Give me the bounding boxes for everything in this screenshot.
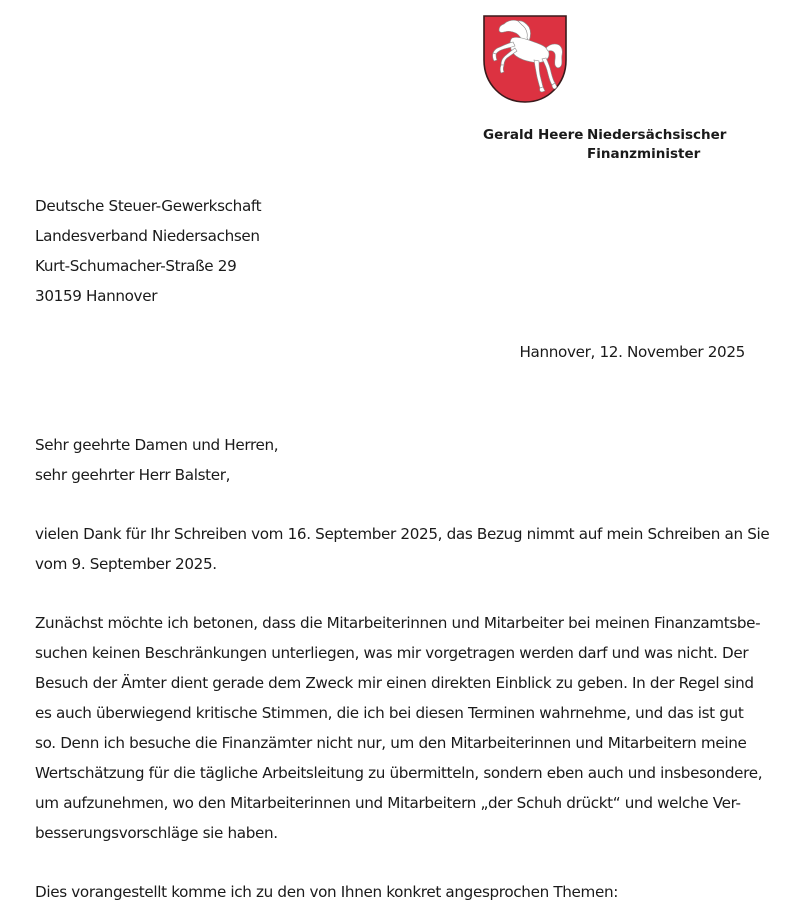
salutation-line: sehr geehrter Herr Balster, bbox=[35, 466, 231, 484]
crest-svg bbox=[482, 14, 568, 104]
paragraph-line: vielen Dank für Ihr Schreiben vom 16. September 2025, das Bezug nimmt auf mein Schreiben an Sie bbox=[35, 525, 770, 543]
sender-title bbox=[587, 126, 726, 164]
paragraph-line: vom 9. September 2025. bbox=[35, 555, 217, 573]
sender-title-line: Finanzminister bbox=[587, 146, 701, 162]
salutation bbox=[35, 430, 278, 490]
paragraph-line: suchen keinen Beschränkungen unterliegen, was mir vorgetragen werden darf und was nicht. Der bbox=[35, 644, 749, 662]
letter-date: Hannover, 12. November 2025 bbox=[519, 343, 745, 361]
paragraph-line: so. Denn ich besuche die Finanzämter nicht nur, um den Mitarbeiterinnen und Mitarbeitern meine bbox=[35, 734, 747, 752]
recipient-street: Kurt-Schumacher-Straße 29 bbox=[35, 257, 237, 275]
recipient-department: Landesverband Niedersachsen bbox=[35, 227, 260, 245]
body-paragraph-2 bbox=[35, 608, 762, 848]
paragraph-line: um aufzunehmen, wo den Mitarbeiterinnen und Mitarbeitern „der Schuh drückt“ und welche Ver- bbox=[35, 794, 741, 812]
recipient-address bbox=[35, 191, 261, 311]
paragraph-line: besserungsvorschläge sie haben. bbox=[35, 824, 278, 842]
paragraph-line: Dies vorangestellt komme ich zu den von Ihnen konkret angesprochen Themen: bbox=[35, 883, 619, 901]
body-paragraph-1 bbox=[35, 519, 769, 579]
paragraph-line: Zunächst möchte ich betonen, dass die Mitarbeiterinnen und Mitarbeiter bei meinen Finanzamtsbe- bbox=[35, 614, 761, 632]
body-paragraph-3 bbox=[35, 877, 618, 907]
paragraph-line: Wertschätzung für die tägliche Arbeitsleitung zu übermitteln, sondern eben auch und insbesondere, bbox=[35, 764, 763, 782]
recipient-city: 30159 Hannover bbox=[35, 287, 158, 305]
sender-name: Gerald Heere bbox=[483, 127, 584, 143]
paragraph-line: Besuch der Ämter dient gerade dem Zweck mir einen direkten Einblick zu geben. In der Regel sind bbox=[35, 674, 754, 692]
recipient-organization: Deutsche Steuer-Gewerkschaft bbox=[35, 197, 262, 215]
paragraph-line: es auch überwiegend kritische Stimmen, die ich bei diesen Terminen wahrnehme, und das ist gut bbox=[35, 704, 744, 722]
lower-saxony-crest-icon bbox=[482, 14, 568, 104]
sender-title-line: Niedersächsischer bbox=[587, 127, 727, 143]
salutation-line: Sehr geehrte Damen und Herren, bbox=[35, 436, 279, 454]
